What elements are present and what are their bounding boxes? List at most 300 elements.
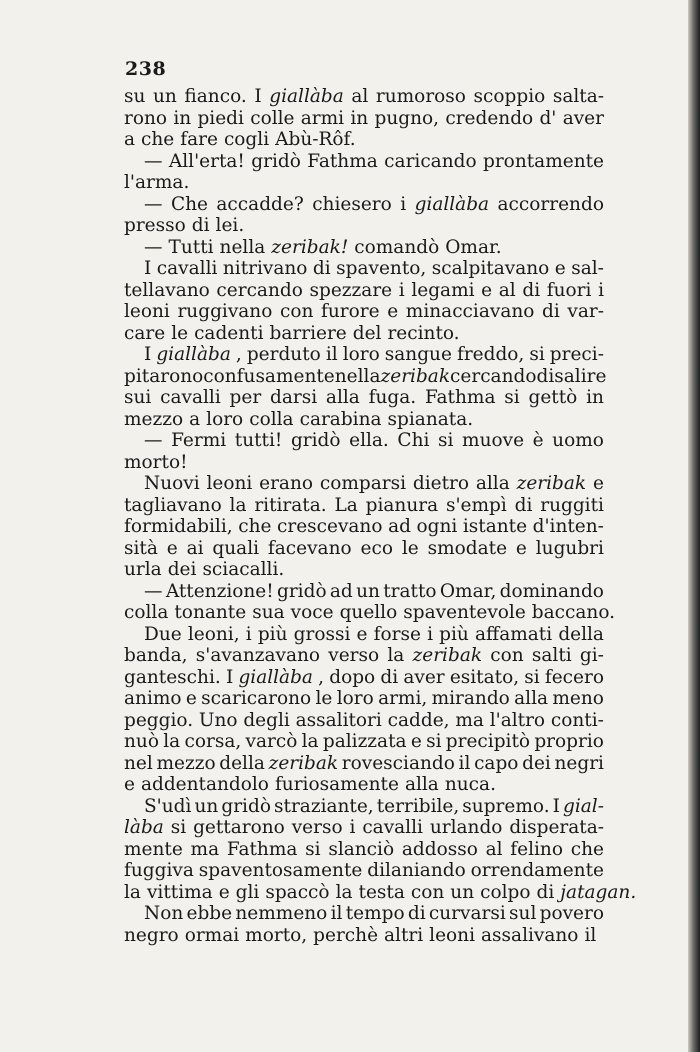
word: meno <box>552 688 604 709</box>
word: muove <box>462 430 525 451</box>
word: uomo <box>552 430 604 451</box>
word: di <box>312 258 331 279</box>
word: animo <box>124 688 182 709</box>
word: in <box>586 387 604 408</box>
word: , <box>318 666 325 688</box>
word: peggio. <box>124 709 194 731</box>
word: dilaniando <box>367 860 466 881</box>
word: della <box>219 752 265 774</box>
word: gettarono <box>193 817 285 838</box>
word: sal- <box>571 258 604 279</box>
word: urla <box>124 559 162 580</box>
word: mente <box>124 838 183 860</box>
word: — <box>144 193 163 215</box>
text-line <box>124 559 604 581</box>
word: gridò <box>277 580 327 602</box>
page-edge-shadow <box>688 0 700 1052</box>
word: le <box>171 322 189 344</box>
word: zeribak <box>412 645 483 666</box>
word: forse <box>373 623 421 645</box>
word: su <box>124 86 146 107</box>
word: ad <box>388 516 411 537</box>
word: Omar, <box>439 580 497 602</box>
text-line <box>124 624 604 646</box>
word: esitato, <box>449 666 520 688</box>
word: le <box>401 537 419 559</box>
word: sul <box>509 903 537 924</box>
word: zeribak <box>268 752 339 774</box>
word: con <box>280 301 314 322</box>
word: al <box>498 279 516 301</box>
word: curvarsi <box>428 903 506 924</box>
word: — <box>144 150 163 172</box>
word: di <box>522 279 541 301</box>
word: accadde? <box>216 193 304 215</box>
word: sua <box>252 602 285 623</box>
word: un <box>356 580 380 602</box>
word: quello <box>339 602 398 623</box>
word: Non <box>144 903 184 924</box>
word: e <box>515 537 527 559</box>
word: barriere <box>269 322 347 344</box>
text-line <box>124 817 604 839</box>
word: furore <box>321 301 380 322</box>
word: spaventevole <box>403 602 526 623</box>
text-line <box>124 667 604 689</box>
text-line <box>124 409 604 431</box>
word: làba <box>124 817 164 838</box>
word: gridò <box>251 150 301 172</box>
word: dei <box>167 559 197 580</box>
word: ruggiti <box>540 494 604 516</box>
text-line <box>124 839 604 861</box>
word: leoni <box>429 924 476 946</box>
word: precipitò <box>445 731 531 752</box>
word: e <box>554 258 566 279</box>
word: del <box>352 322 382 344</box>
word: confusamente <box>203 365 335 387</box>
word: recinto. <box>387 322 460 344</box>
word: comparsi <box>319 473 407 494</box>
word: i <box>598 279 604 301</box>
word: minacciavano <box>405 301 535 322</box>
word: colpo <box>480 881 531 903</box>
word: caricando <box>384 150 477 172</box>
word: supremo. <box>462 795 550 817</box>
word: di <box>380 666 399 688</box>
word: si <box>170 817 187 838</box>
word: jatagan. <box>560 881 637 903</box>
word: aver <box>562 107 604 129</box>
word: l'arma. <box>124 172 190 193</box>
word: i <box>349 817 356 838</box>
word: più <box>439 623 469 645</box>
word: conti- <box>550 709 604 731</box>
word: preci- <box>549 344 604 365</box>
word: I <box>225 666 234 688</box>
word: dopo <box>329 666 376 688</box>
word: ebbe <box>186 903 233 924</box>
word: spaventosamente <box>198 860 363 881</box>
word: di <box>536 365 555 387</box>
text-line <box>124 365 607 388</box>
text-line <box>124 237 604 259</box>
text-line <box>124 473 604 495</box>
word: I <box>144 258 152 279</box>
word: si <box>504 387 520 408</box>
word: vittima <box>146 881 213 903</box>
word: al <box>351 86 369 107</box>
word: ma <box>190 838 220 860</box>
word: varcò <box>245 731 298 752</box>
word: salti <box>531 645 572 666</box>
word: il <box>330 903 343 924</box>
word: i <box>400 193 407 215</box>
word: assalitori <box>295 709 382 731</box>
word: presso <box>124 215 186 236</box>
word: tonante <box>174 602 247 623</box>
text-line <box>124 602 616 624</box>
word: assalivano <box>481 924 579 946</box>
word: cogli <box>223 129 270 150</box>
word: alla <box>475 473 510 494</box>
word: si <box>524 666 540 688</box>
word: I <box>144 344 152 365</box>
word: piedi <box>197 107 244 129</box>
word: fare <box>180 129 218 150</box>
word: felino <box>510 838 563 860</box>
word: il <box>458 752 471 774</box>
word: I <box>254 86 262 107</box>
word: la <box>387 645 405 666</box>
word: quali <box>212 537 260 559</box>
text-line <box>124 387 604 409</box>
word: zeribak <box>516 473 587 494</box>
text-line <box>124 323 604 345</box>
word: loro <box>342 344 380 365</box>
word: Chi <box>397 430 430 451</box>
word: dei <box>522 752 551 774</box>
word: cercando <box>450 365 537 387</box>
word: di <box>407 903 426 924</box>
word: che <box>141 129 175 150</box>
word: e <box>356 623 368 645</box>
word: d'inten- <box>532 516 604 537</box>
word: i <box>398 279 405 301</box>
word: var- <box>567 301 604 322</box>
word: voce <box>290 602 334 623</box>
text-line <box>124 452 604 474</box>
word: leoni <box>124 301 170 322</box>
word: slanciò <box>328 838 395 860</box>
word: s'empì <box>445 494 507 516</box>
text-line <box>124 108 604 130</box>
word: di <box>542 301 560 322</box>
word: legami <box>411 279 475 301</box>
word: leoni <box>206 473 253 494</box>
word: orrendamente <box>470 860 604 881</box>
word: il <box>584 924 597 946</box>
word: S'udì <box>144 795 192 817</box>
text-line <box>124 86 604 108</box>
word: fianco. <box>184 86 247 107</box>
word: gridò <box>221 795 271 817</box>
word: di <box>191 215 210 236</box>
word: ogni <box>416 516 458 537</box>
word: salire <box>554 365 607 387</box>
word: baccano. <box>531 602 616 623</box>
word: erano <box>259 473 314 494</box>
text-line <box>124 301 604 323</box>
word: rono <box>124 107 168 129</box>
word: spezzare <box>309 279 393 301</box>
text-line <box>124 774 604 796</box>
word: si <box>426 731 442 752</box>
text-line <box>124 172 604 194</box>
word: si <box>529 344 545 365</box>
body-text <box>124 86 637 946</box>
word: fuggiva <box>124 860 194 881</box>
word: degli <box>243 709 290 731</box>
word: gli <box>235 881 260 903</box>
word: l'altro <box>489 709 546 731</box>
word: colle <box>250 107 295 129</box>
word: d' <box>539 107 557 129</box>
word: Fermi <box>171 430 227 451</box>
word: credendo <box>445 107 534 129</box>
word: si <box>438 430 454 451</box>
word: più <box>257 623 288 645</box>
word: alla <box>325 387 360 408</box>
word: nuò <box>124 731 159 752</box>
word: s'avanzavano <box>195 645 321 666</box>
word: Omar. <box>445 236 502 258</box>
word: spianata. <box>387 408 474 430</box>
word: armi <box>300 107 345 129</box>
word: altri <box>384 924 424 946</box>
word: fecero <box>544 666 604 688</box>
word: banda, <box>124 645 188 666</box>
word: perchè <box>313 924 379 946</box>
word: Che <box>170 193 208 215</box>
word: le <box>315 688 333 709</box>
word: e <box>410 731 422 752</box>
word: ritirata. <box>254 494 327 516</box>
word: colla <box>124 602 169 623</box>
word: dietro <box>412 473 469 494</box>
word: salta- <box>552 86 604 107</box>
word: rumoroso <box>375 86 466 107</box>
word: un <box>450 881 475 903</box>
word: povero <box>539 903 604 924</box>
word: pitarono <box>124 365 204 387</box>
text-line <box>124 194 604 216</box>
word: freddo, <box>456 344 525 365</box>
text-line <box>124 344 604 366</box>
text-line <box>124 581 604 603</box>
word: perduto <box>246 344 321 365</box>
word: gridò <box>290 430 341 451</box>
word: morto, <box>245 924 308 946</box>
word: ormai <box>184 924 240 946</box>
word: morto! <box>124 451 188 473</box>
page-number: 238 <box>125 58 167 80</box>
word: crescevano <box>277 516 383 537</box>
word: e <box>218 881 230 903</box>
word: giallàba <box>414 193 490 215</box>
word: addosso <box>401 838 478 860</box>
text-line <box>124 796 604 818</box>
word: con <box>410 881 445 903</box>
word: di <box>514 494 533 516</box>
word: ai <box>186 537 204 559</box>
text-line <box>124 280 604 302</box>
text-line <box>124 860 604 882</box>
word: loro <box>206 408 244 430</box>
word: il <box>325 344 338 365</box>
word: armi, <box>378 688 428 709</box>
word: chiesero <box>312 193 392 215</box>
word: ruggivano <box>177 301 273 322</box>
word: della <box>558 623 604 645</box>
word: cercando <box>216 279 303 301</box>
word: facevano <box>267 537 352 559</box>
word: ma <box>455 709 484 731</box>
word: carabina <box>299 408 382 430</box>
word: All'erta! <box>168 150 245 172</box>
word: tagliavano <box>124 494 222 516</box>
word: gi- <box>579 645 604 666</box>
word: cavalli <box>160 387 221 408</box>
text-line <box>124 516 604 538</box>
text-line <box>124 258 604 280</box>
word: mirando <box>431 688 510 709</box>
text-line <box>124 925 604 947</box>
word: mezzo <box>156 752 216 774</box>
word: e <box>166 537 178 559</box>
word: sangue <box>384 344 452 365</box>
word: i <box>245 623 252 645</box>
text-line <box>124 151 604 173</box>
word: scaricarono <box>201 688 312 709</box>
word: pianura <box>365 494 439 516</box>
word: alla <box>404 774 439 795</box>
text-line <box>124 538 604 560</box>
word: — <box>144 580 163 602</box>
word: la <box>124 881 141 903</box>
word: capo <box>474 752 519 774</box>
word: tempo <box>345 903 405 924</box>
word: La <box>334 494 358 516</box>
word: Abù-Rôf. <box>275 129 356 150</box>
word: aver <box>403 666 445 688</box>
word: I <box>552 795 560 817</box>
word: di <box>536 881 555 903</box>
text-line <box>124 215 604 237</box>
word: colla <box>249 408 294 430</box>
word: gettò <box>528 387 578 408</box>
word: scalpitavano <box>431 258 550 279</box>
word: Fathma <box>424 387 496 408</box>
word: fuori <box>546 279 592 301</box>
word: e <box>481 279 493 301</box>
word: verso <box>291 817 343 838</box>
word: scoppio <box>473 86 546 107</box>
word: Fathma <box>307 150 378 172</box>
word: tratto <box>383 580 437 602</box>
word: sità <box>124 537 158 559</box>
word: nemmeno <box>235 903 328 924</box>
word: si <box>305 838 321 860</box>
word: spaccò <box>265 881 330 903</box>
word: a <box>124 129 136 150</box>
word: istante <box>462 516 528 537</box>
word: sciacalli. <box>202 559 285 580</box>
word: tutti! <box>234 430 283 451</box>
word: nuca. <box>444 774 496 795</box>
word: gial- <box>562 795 604 817</box>
word: un <box>153 86 177 107</box>
word: cavalli <box>156 258 218 279</box>
word: cavalli <box>362 817 423 838</box>
word: Due <box>144 623 182 645</box>
text-line <box>124 688 604 710</box>
word: in <box>173 107 192 129</box>
word: i <box>427 623 434 645</box>
word: per <box>229 387 262 408</box>
word: lugubri <box>535 537 604 559</box>
text-line <box>124 710 604 732</box>
word: e <box>124 774 135 795</box>
word: grossi <box>293 623 351 645</box>
word: la <box>335 881 353 903</box>
word: nella <box>219 236 266 258</box>
word: furiosamente <box>274 774 399 795</box>
word: urlando <box>429 817 503 838</box>
word: la <box>229 494 247 516</box>
word: nitrivano <box>222 258 308 279</box>
word: palizzata <box>322 731 407 752</box>
word: darsi <box>269 387 318 408</box>
word: negro <box>124 924 179 946</box>
word: in <box>350 107 369 129</box>
word: zeribak! <box>271 236 349 258</box>
word: prontamente <box>483 150 604 172</box>
word: è <box>532 430 544 451</box>
word: che <box>238 516 272 537</box>
word: la <box>163 731 181 752</box>
word: Uno <box>198 709 238 731</box>
word: — <box>144 236 163 258</box>
word: ad <box>329 580 353 602</box>
word: accorrendo <box>497 193 604 215</box>
word: nel <box>124 752 153 774</box>
word: affamati <box>475 623 553 645</box>
word: nella <box>334 365 381 387</box>
word: — <box>144 430 163 451</box>
text-line <box>124 495 604 517</box>
word: negri <box>554 752 604 774</box>
word: Tutti <box>168 236 214 258</box>
text-line <box>124 430 604 452</box>
word: addentandolo <box>140 774 269 795</box>
word: che <box>570 838 604 860</box>
word: un <box>194 795 219 817</box>
word: comandò <box>354 236 440 258</box>
text-line <box>124 129 604 151</box>
word: la <box>301 731 319 752</box>
word: tellavano <box>124 279 210 301</box>
